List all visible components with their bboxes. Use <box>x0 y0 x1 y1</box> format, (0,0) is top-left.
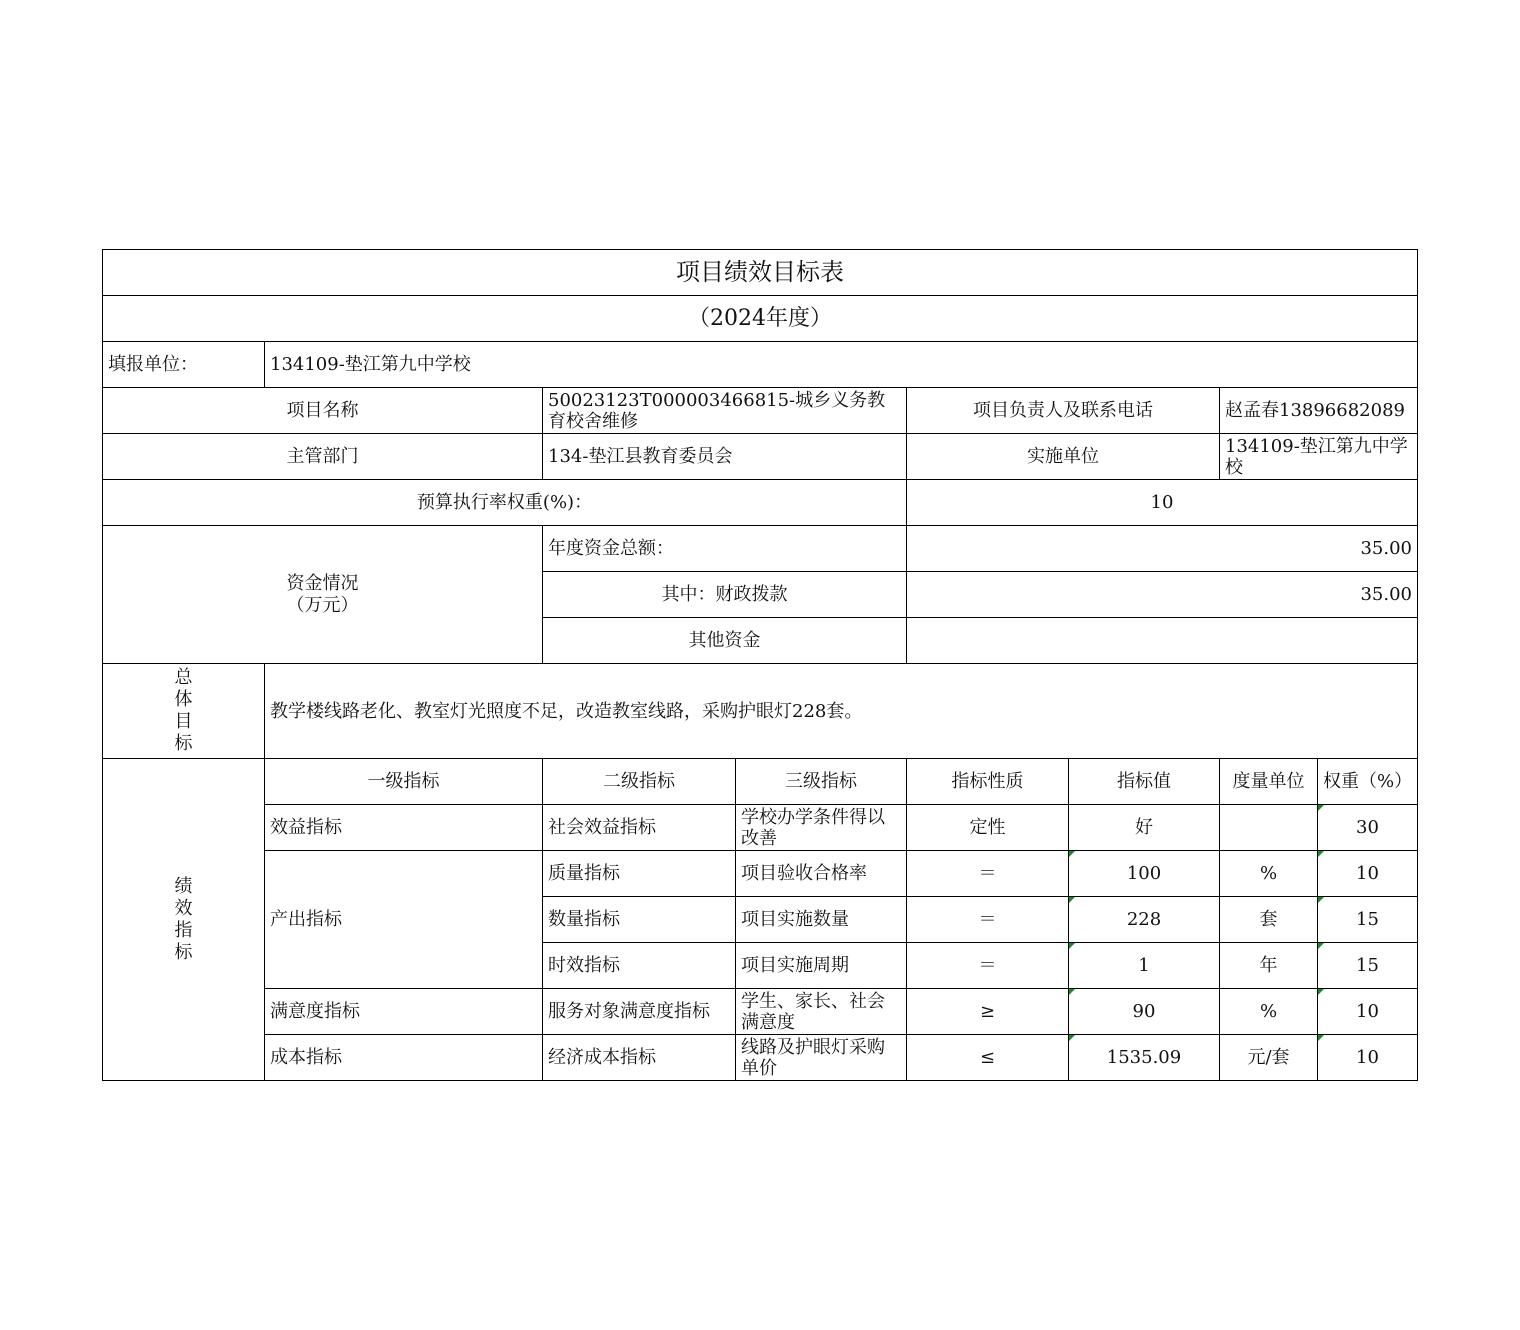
other-funds-value <box>907 618 1418 664</box>
level2-cell: 质量指标 <box>543 851 736 897</box>
unit-cell: 年 <box>1220 943 1318 989</box>
level2-cell: 经济成本指标 <box>543 1035 736 1081</box>
fiscal-funds-value: 35.00 <box>907 572 1418 618</box>
table-year: （2024年度） <box>103 296 1418 342</box>
unit-cell: % <box>1220 851 1318 897</box>
overall-goal-text: 教学楼线路老化、教室灯光照度不足，改造教室线路，采购护眼灯228套。 <box>265 664 1418 759</box>
nature-cell: ≤ <box>907 1035 1069 1081</box>
project-contact-label: 项目负责人及联系电话 <box>907 388 1220 434</box>
fiscal-funds-label: 其中：财政拨款 <box>543 572 907 618</box>
total-funds-label: 年度资金总额： <box>543 526 907 572</box>
funds-label-line2: （万元） <box>286 594 359 616</box>
overall-goal-label: 总 体 目 标 <box>103 664 265 759</box>
header-value: 指标值 <box>1069 759 1220 805</box>
weight-cell: 10 <box>1318 851 1418 897</box>
department-value: 134-垫江县教育委员会 <box>543 434 907 480</box>
reporting-unit-label: 填报单位： <box>103 342 265 388</box>
unit-cell: 套 <box>1220 897 1318 943</box>
project-name-label: 项目名称 <box>103 388 543 434</box>
weight-cell: 30 <box>1318 805 1418 851</box>
level1-cell: 产出指标 <box>265 851 543 989</box>
level2-cell: 服务对象满意度指标 <box>543 989 736 1035</box>
level1-cell: 效益指标 <box>265 805 543 851</box>
level3-cell: 项目实施数量 <box>736 897 907 943</box>
value-cell: 228 <box>1069 897 1220 943</box>
value-cell: 1535.09 <box>1069 1035 1220 1081</box>
nature-cell: ≥ <box>907 989 1069 1035</box>
unit-cell <box>1220 805 1318 851</box>
funds-label <box>103 526 543 664</box>
weight-cell: 10 <box>1318 1035 1418 1081</box>
level3-cell: 学生、家长、社会满意度 <box>736 989 907 1035</box>
header-weight: 权重（%） <box>1318 759 1418 805</box>
budget-rate-value: 10 <box>907 480 1418 526</box>
unit-cell: % <box>1220 989 1318 1035</box>
level2-cell: 数量指标 <box>543 897 736 943</box>
table-title: 项目绩效目标表 <box>103 250 1418 296</box>
header-level1: 一级指标 <box>265 759 543 805</box>
nature-cell: ＝ <box>907 851 1069 897</box>
level1-cell: 成本指标 <box>265 1035 543 1081</box>
header-level2: 二级指标 <box>543 759 736 805</box>
implementing-unit-label: 实施单位 <box>907 434 1220 480</box>
value-cell: 100 <box>1069 851 1220 897</box>
other-funds-label: 其他资金 <box>543 618 907 664</box>
weight-cell: 10 <box>1318 989 1418 1035</box>
table-row <box>103 851 1418 897</box>
value-cell: 好 <box>1069 805 1220 851</box>
project-contact-value: 赵孟春13896682089 <box>1220 388 1418 434</box>
weight-cell: 15 <box>1318 943 1418 989</box>
nature-cell: ＝ <box>907 897 1069 943</box>
reporting-unit-value: 134109-垫江第九中学校 <box>265 342 1418 388</box>
level2-cell: 社会效益指标 <box>543 805 736 851</box>
table-row <box>103 805 1418 851</box>
unit-cell: 元/套 <box>1220 1035 1318 1081</box>
level3-cell: 线路及护眼灯采购单价 <box>736 1035 907 1081</box>
value-cell: 90 <box>1069 989 1220 1035</box>
header-unit: 度量单位 <box>1220 759 1318 805</box>
indicators-label: 绩 效 指 标 <box>103 759 265 1081</box>
value-cell: 1 <box>1069 943 1220 989</box>
implementing-unit-value: 134109-垫江第九中学校 <box>1220 434 1418 480</box>
level3-cell: 学校办学条件得以改善 <box>736 805 907 851</box>
table-row <box>103 1035 1418 1081</box>
header-level3: 三级指标 <box>736 759 907 805</box>
project-name-value: 50023123T000003466815-城乡义务教育校舍维修 <box>543 388 907 434</box>
department-label: 主管部门 <box>103 434 543 480</box>
total-funds-value: 35.00 <box>907 526 1418 572</box>
performance-target-table <box>102 249 1418 1081</box>
level3-cell: 项目验收合格率 <box>736 851 907 897</box>
level3-cell: 项目实施周期 <box>736 943 907 989</box>
nature-cell: ＝ <box>907 943 1069 989</box>
funds-label-line1: 资金情况 <box>286 572 359 594</box>
table-row <box>103 989 1418 1035</box>
nature-cell: 定性 <box>907 805 1069 851</box>
level2-cell: 时效指标 <box>543 943 736 989</box>
level1-cell: 满意度指标 <box>265 989 543 1035</box>
weight-cell: 15 <box>1318 897 1418 943</box>
budget-rate-label: 预算执行率权重(%)： <box>103 480 907 526</box>
header-nature: 指标性质 <box>907 759 1069 805</box>
